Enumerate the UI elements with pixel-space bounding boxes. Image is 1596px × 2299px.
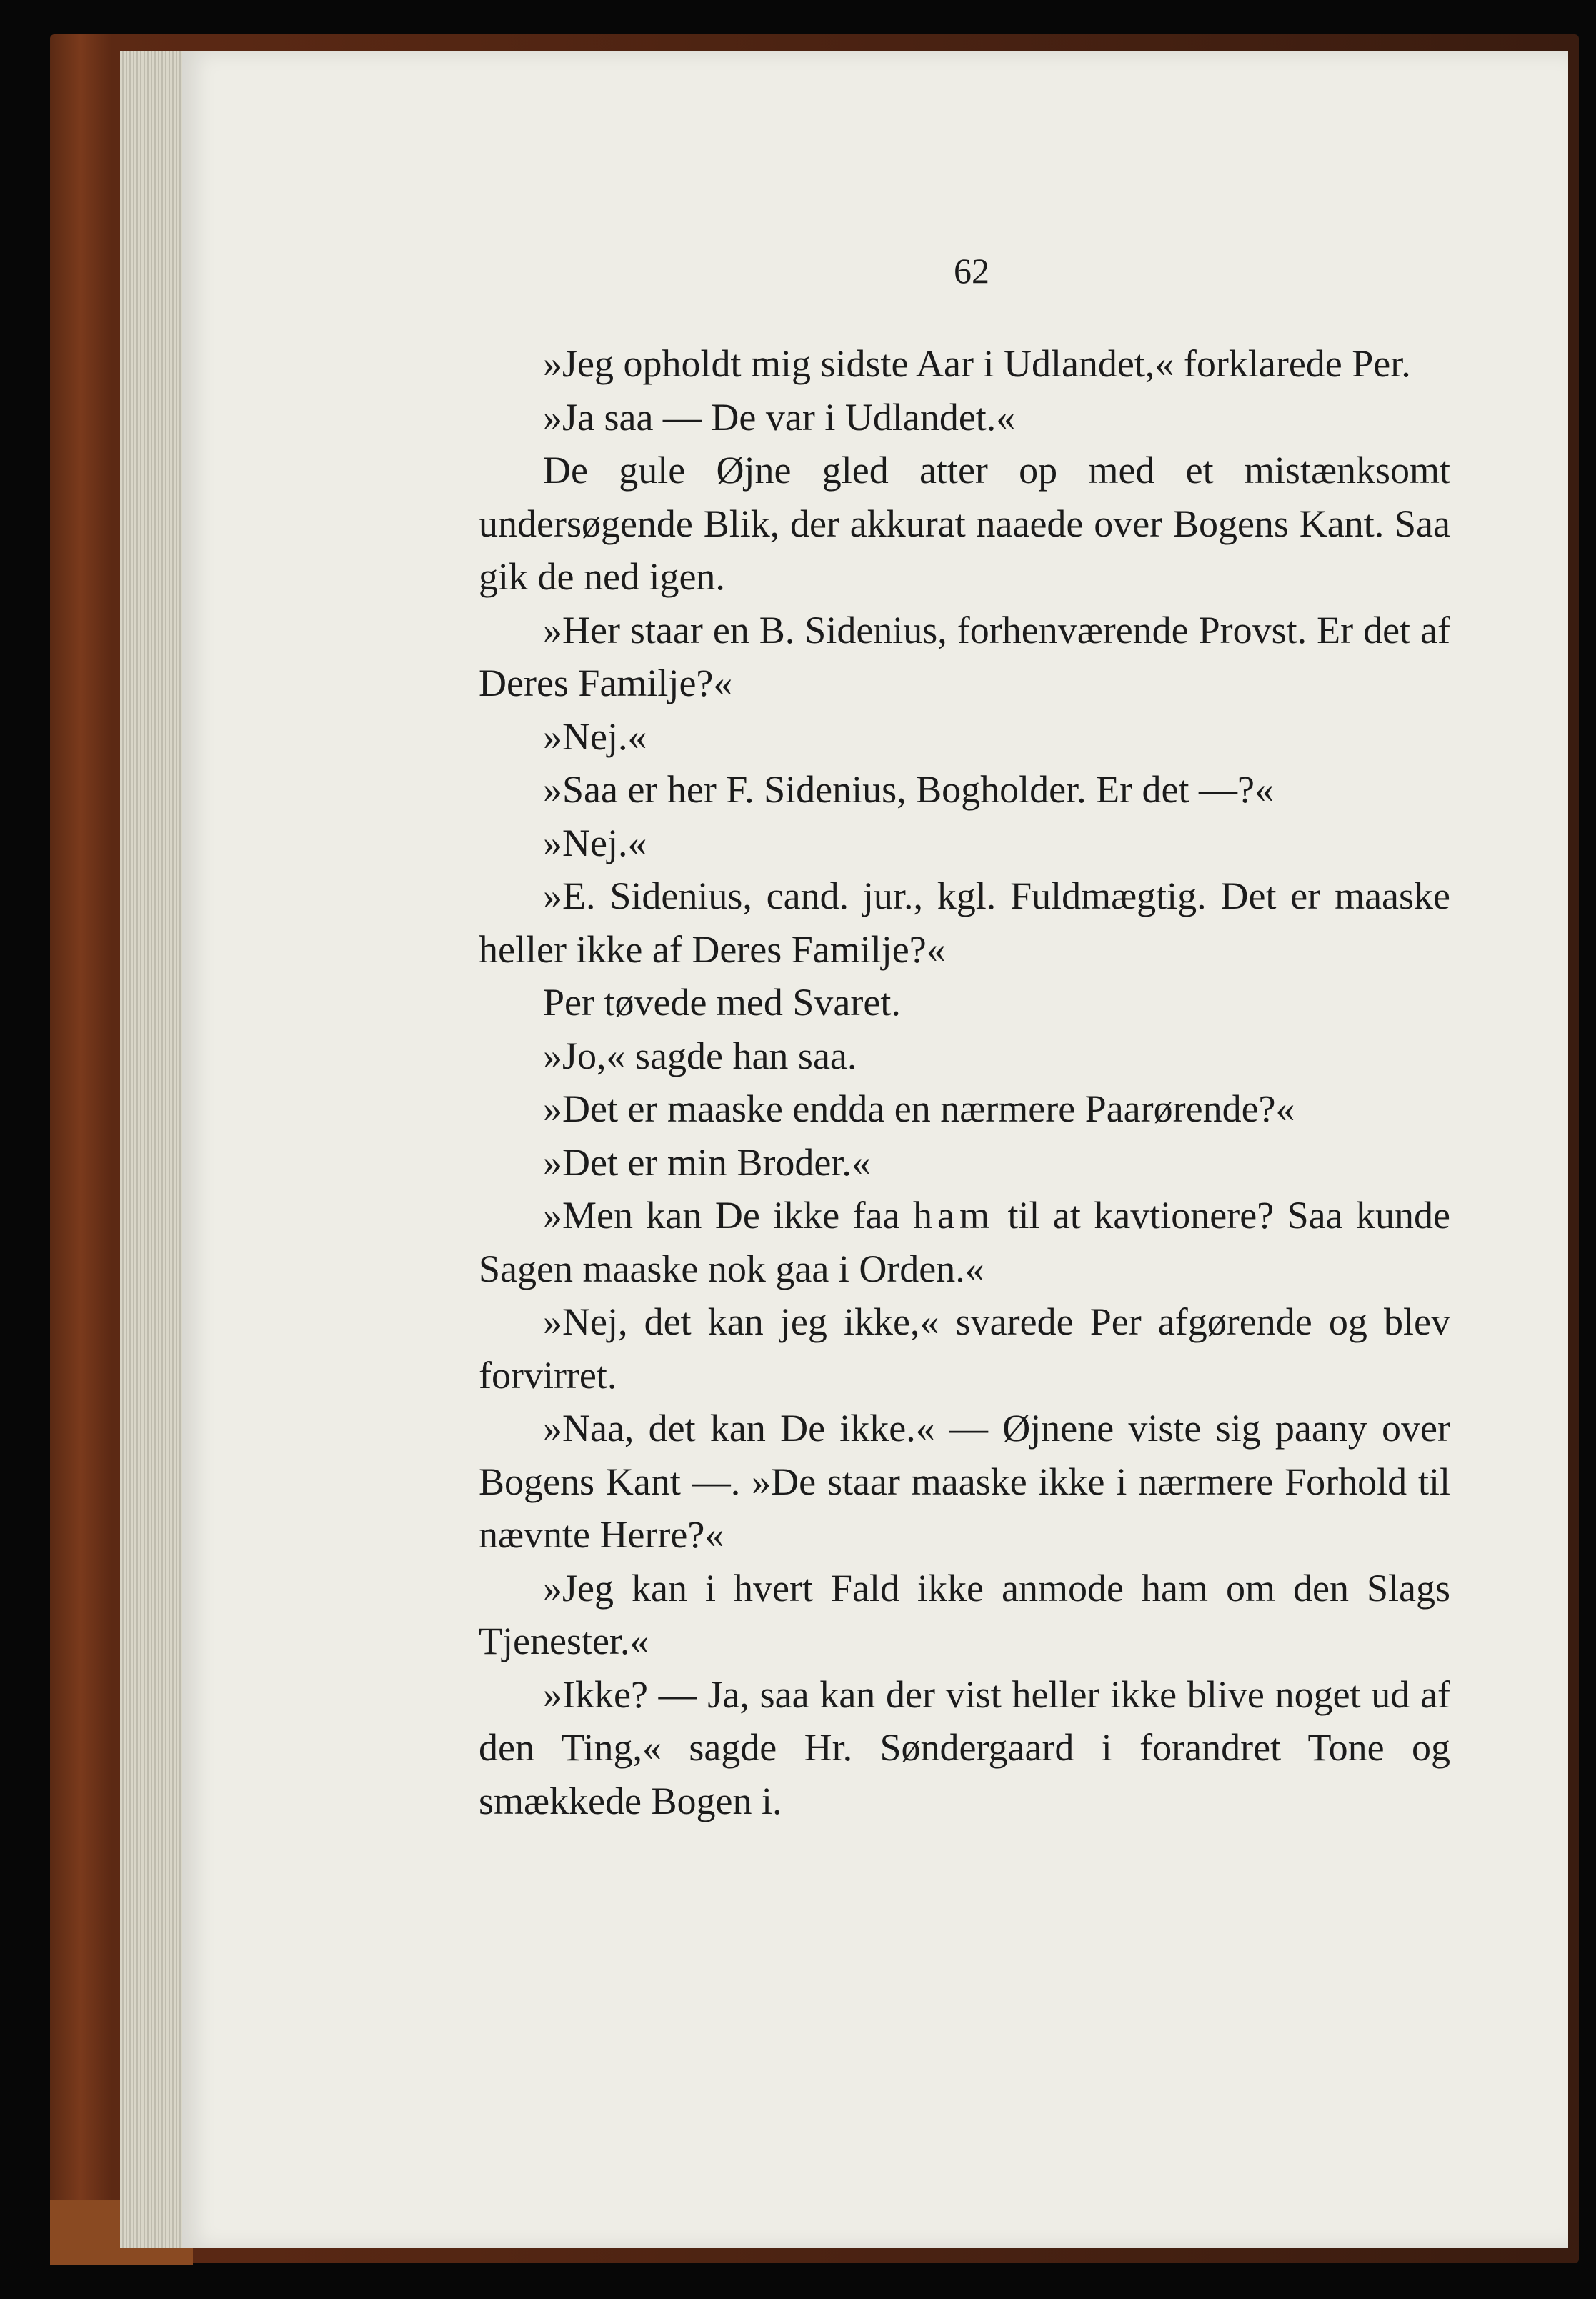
paragraph [479,1189,1450,1295]
paragraph: »Nej.« [543,821,647,864]
paragraph: De gule Øjne gled atter op med et mistænksomt undersøgende Blik, der akkurat naaede over Bogens Kant. Saa gik de ned igen. [479,449,1450,598]
emphasized-word: ham [913,1194,994,1237]
paragraph: Per tøvede med Svaret. [543,981,901,1024]
page-edges [120,51,191,2248]
paragraph: »Jeg kan i hvert Fald ikke anmode ham om den Slags Tjenester.« [479,1566,1450,1662]
paragraph: »Nej.« [543,714,647,758]
paragraph: »Saa er her F. Sidenius, Bogholder. Er det —?« [543,768,1274,811]
text-run: til at kavtionere? Saa kunde Sagen maaske nok gaa i Orden.« [479,1194,1450,1290]
page-text [479,337,1450,1827]
page-number: 62 [954,251,989,291]
paragraph: »Her staar en B. Sidenius, forhenværende Provst. Er det af Deres Familje?« [479,608,1450,704]
text-run: »Men kan De ikke faa [543,1194,914,1237]
paragraph: »Naa, det kan De ikke.« — Øjnene viste sig paany over Bogens Kant —. »De staar maaske ikke i nærmere Forhold til nævnte Herre?« [479,1407,1450,1556]
paragraph: »Jeg opholdt mig sidste Aar i Udlandet,« forklarede Per. [543,342,1411,385]
paragraph: »Nej, det kan jeg ikke,« svarede Per afgørende og blev forvirret. [479,1300,1450,1397]
paragraph: »Ja saa — De var i Udlandet.« [543,395,1016,439]
paragraph: »E. Sidenius, cand. jur., kgl. Fuldmægtig. Det er maaske heller ikke af Deres Familje?« [479,874,1450,971]
paragraph: »Det er maaske endda en nærmere Paarørende?« [543,1087,1295,1130]
paragraph: »Ikke? — Ja, saa kan der vist heller ikke blive noget ud af den Ting,« sagde Hr. Søndergaard i forandret Tone og smækkede Bogen i. [479,1672,1450,1822]
paragraph: »Det er min Broder.« [543,1140,871,1184]
paragraph: »Jo,« sagde han saa. [543,1034,857,1077]
